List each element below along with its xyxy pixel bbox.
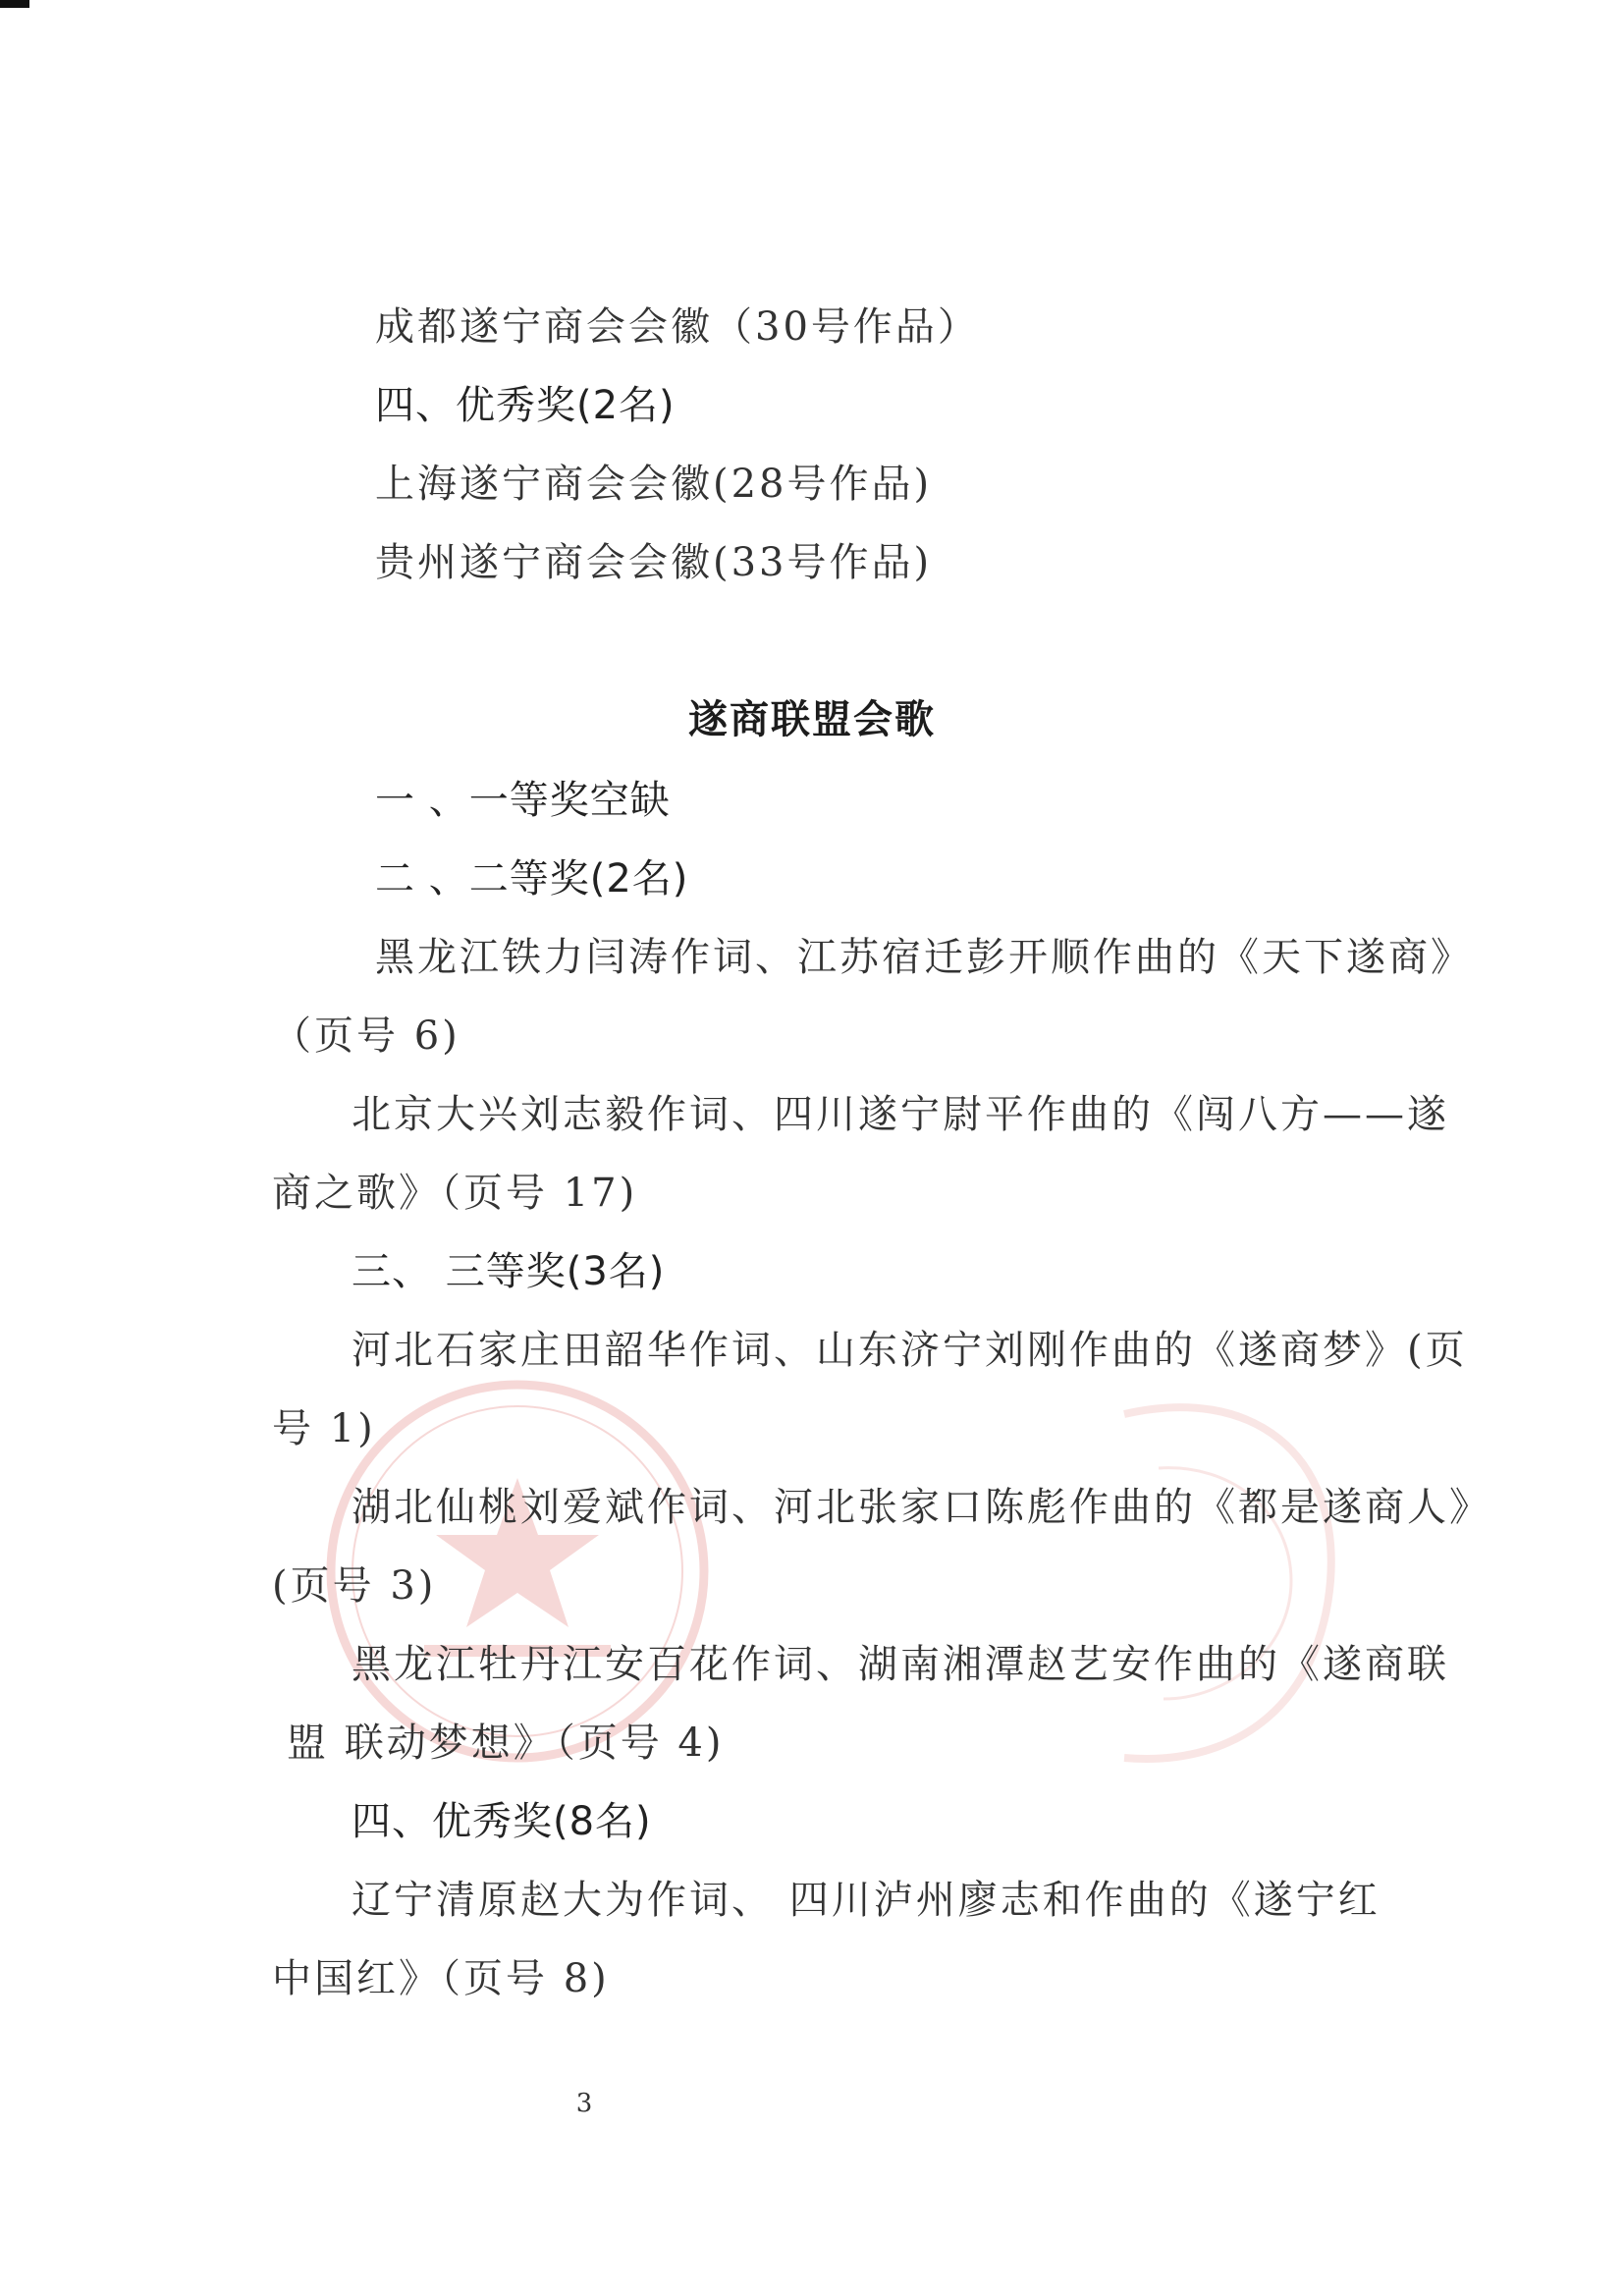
song-third-prize-heading: 三、 三等奖(3名) <box>352 1249 666 1294</box>
second-prize-item-2-line-2: 商之歌》（页号 17) <box>272 1171 638 1216</box>
song-excellence-heading: 四、优秀奖(8名) <box>352 1799 652 1844</box>
song-first-prize-status: 一 、一等奖空缺 <box>375 778 671 823</box>
song-section-title: 遂商联盟会歌 <box>688 697 936 742</box>
second-prize-item-2-line-1: 北京大兴刘志毅作词、四川遂宁尉平作曲的《闯八方——遂 <box>352 1092 1449 1137</box>
song-excellence-item-1-line-2: 中国红》（页号 8) <box>272 1956 610 2001</box>
third-prize-item-1-line-2: 号 1) <box>272 1406 376 1451</box>
logo-excellence-item-1: 上海遂宁商会会徽(28号作品) <box>375 462 933 507</box>
logo-excellence-heading: 四、优秀奖(2名) <box>375 383 676 428</box>
second-prize-item-1-line-2: （页号 6) <box>272 1013 460 1059</box>
logo-excellence-item-2: 贵州遂宁商会会徽(33号作品) <box>375 540 933 585</box>
scan-corner-mark <box>0 0 29 8</box>
third-prize-item-2-line-2: (页号 3) <box>272 1563 437 1609</box>
faint-seal-impression <box>1105 1375 1360 1787</box>
second-prize-item-1-line-1: 黑龙江铁力闫涛作词、江苏宿迁彭开顺作曲的《天下遂商》 <box>375 935 1473 980</box>
third-prize-item-1-line-1: 河北石家庄田韶华作词、山东济宁刘刚作曲的《遂商梦》(页 <box>352 1328 1468 1373</box>
page-number: 3 <box>575 2089 593 2118</box>
song-excellence-item-1-line-1: 辽宁清原赵大为作词、 四川泸州廖志和作曲的《遂宁红 <box>352 1878 1380 1923</box>
third-prize-item-3-line-1: 黑龙江牡丹江安百花作词、湖南湘潭赵艺安作曲的《遂商联 <box>352 1642 1449 1687</box>
third-prize-item-3-line-2: 盟 联动梦想》（页号 4) <box>287 1721 725 1766</box>
third-prize-item-2-line-1: 湖北仙桃刘爱斌作词、河北张家口陈彪作曲的《都是遂商人》 <box>352 1485 1491 1530</box>
logo-third-prize-item: 成都遂宁商会会徽（30号作品） <box>375 304 980 350</box>
song-second-prize-heading: 二 、二等奖(2名) <box>375 856 689 902</box>
